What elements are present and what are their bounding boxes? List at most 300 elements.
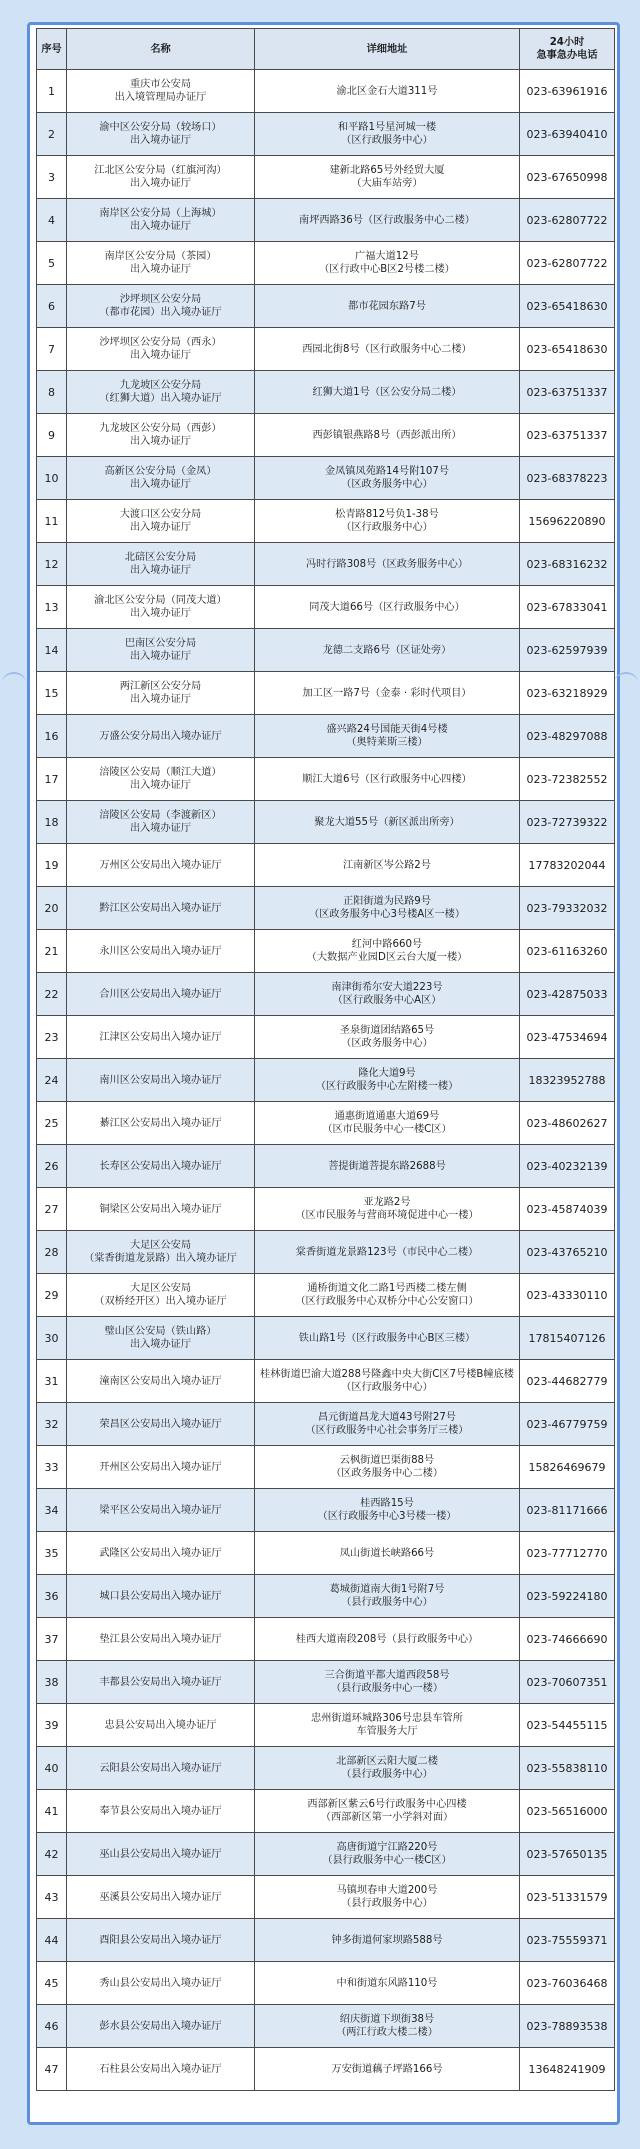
office-name-cell bbox=[67, 1661, 255, 1704]
row-number-cell: 25 bbox=[37, 1102, 67, 1145]
office-name-cell bbox=[67, 586, 255, 629]
table-row bbox=[37, 1231, 615, 1274]
office-name-cell bbox=[67, 1489, 255, 1532]
address-cell bbox=[255, 629, 520, 672]
office-name-line: 梁平区公安局出入境办证厅 bbox=[99, 1504, 222, 1516]
row-number-cell: 26 bbox=[37, 1145, 67, 1188]
office-name-cell bbox=[67, 285, 255, 328]
phone-cell: 15826469679 bbox=[520, 1446, 615, 1489]
address-line: 加工区一路7号（金泰 · 彩时代项目） bbox=[302, 687, 472, 699]
office-name-line: （红狮大道）出入境办证厅 bbox=[99, 393, 222, 404]
office-name-line: 垫江县公安局出入境办证厅 bbox=[99, 1633, 222, 1645]
address-line: 桂西大道南段208号（县行政服务中心） bbox=[295, 1633, 479, 1645]
address-line: 通桥街道文化二路1号西楼二楼左侧 bbox=[307, 1283, 467, 1294]
phone-cell: 023-54455115 bbox=[520, 1704, 615, 1747]
phone-cell: 023-70607351 bbox=[520, 1661, 615, 1704]
office-name-line: 出入境管理局办证厅 bbox=[114, 92, 207, 103]
row-number-cell: 9 bbox=[37, 414, 67, 457]
office-name-line: 重庆市公安局 bbox=[129, 79, 192, 90]
phone-cell: 023-44682779 bbox=[520, 1360, 615, 1403]
office-name-cell bbox=[67, 1188, 255, 1231]
address-cell bbox=[255, 1317, 520, 1360]
address-line: （区政务服务中心） bbox=[341, 479, 433, 490]
office-name-line: 出入境办证厅 bbox=[129, 780, 192, 791]
address-line: 隆化大道9号 bbox=[358, 1068, 416, 1079]
address-line: （区行政服务中心） bbox=[341, 135, 433, 146]
office-name-line: 出入境办证厅 bbox=[129, 350, 192, 361]
address-line: 西部新区紫云6号行政服务中心四楼 bbox=[307, 1799, 467, 1810]
office-name-line: 大足区公安局 bbox=[129, 1283, 192, 1294]
address-line: （县行政服务中心一楼） bbox=[330, 1683, 444, 1694]
office-name-line: 大足区公安局 bbox=[129, 1240, 192, 1251]
row-number-cell: 44 bbox=[37, 1919, 67, 1962]
address-line: 冯时行路308号（区政务服务中心） bbox=[305, 558, 469, 570]
office-name-line: 出入境办证厅 bbox=[129, 1339, 192, 1350]
office-name-line: 涪陵区公安局（李渡新区） bbox=[99, 810, 222, 821]
table-row bbox=[37, 1102, 615, 1145]
address-line: 聚龙大道55号（新区派出所旁） bbox=[314, 816, 460, 828]
office-name-cell bbox=[67, 1876, 255, 1919]
address-line: 同茂大道66号（区行政服务中心） bbox=[309, 601, 465, 613]
row-number-cell: 11 bbox=[37, 500, 67, 543]
row-number-cell: 28 bbox=[37, 1231, 67, 1274]
office-name-cell bbox=[67, 1833, 255, 1876]
address-line: 葛城街道南大街1号附7号 bbox=[329, 1584, 445, 1595]
table-row bbox=[37, 2048, 615, 2091]
row-number-cell: 40 bbox=[37, 1747, 67, 1790]
address-cell bbox=[255, 586, 520, 629]
office-name-cell bbox=[67, 1532, 255, 1575]
row-number-cell: 3 bbox=[37, 156, 67, 199]
phone-cell: 023-61163260 bbox=[520, 930, 615, 973]
office-name-line: 黔江区公安局出入境办证厅 bbox=[99, 902, 222, 914]
office-name-line: 合川区公安局出入境办证厅 bbox=[99, 988, 222, 1000]
phone-cell: 023-68378223 bbox=[520, 457, 615, 500]
address-cell bbox=[255, 844, 520, 887]
row-number-cell: 47 bbox=[37, 2048, 67, 2091]
address-cell bbox=[255, 543, 520, 586]
address-line: （区行政服务中心3号楼一楼） bbox=[317, 1511, 457, 1522]
address-line: 南坪西路36号（区行政服务中心二楼） bbox=[299, 214, 475, 226]
office-name-line: 渝中区公安分局（较场口） bbox=[99, 122, 222, 133]
address-line: （县行政服务中心） bbox=[341, 1597, 433, 1608]
phone-cell: 13648241909 bbox=[520, 2048, 615, 2091]
office-name-line: 铜梁区公安局出入境办证厅 bbox=[99, 1203, 222, 1215]
phone-cell: 023-76036468 bbox=[520, 1962, 615, 2005]
row-number-cell: 7 bbox=[37, 328, 67, 371]
row-number-cell: 29 bbox=[37, 1274, 67, 1317]
address-line: 凤山街道长峡路66号 bbox=[339, 1547, 435, 1559]
address-line: 红河中路660号 bbox=[351, 939, 423, 950]
office-name-line: 大渡口区公安分局 bbox=[119, 509, 202, 520]
address-cell bbox=[255, 801, 520, 844]
address-line: 菩提街道菩提东路2688号 bbox=[328, 1160, 446, 1172]
address-line: 盛兴路24号国能天街4号楼 bbox=[326, 724, 448, 735]
address-line: （区行政中心B区2号楼二楼） bbox=[319, 264, 455, 275]
address-line: （大庙车站旁） bbox=[351, 178, 423, 189]
row-number-cell: 33 bbox=[37, 1446, 67, 1489]
row-number-cell: 36 bbox=[37, 1575, 67, 1618]
address-cell bbox=[255, 2005, 520, 2048]
table-row bbox=[37, 844, 615, 887]
phone-cell: 023-79332032 bbox=[520, 887, 615, 930]
address-line: 棠香街道龙景路123号（市民中心二楼） bbox=[295, 1246, 479, 1258]
phone-cell: 023-47534694 bbox=[520, 1016, 615, 1059]
row-number-cell: 45 bbox=[37, 1962, 67, 2005]
office-name-cell bbox=[67, 371, 255, 414]
address-line: 龙德二支路6号（区证处旁） bbox=[322, 644, 452, 656]
address-line: 渝北区金石大道311号 bbox=[336, 85, 438, 97]
address-line: （县行政服务中心一楼C区） bbox=[322, 1855, 452, 1866]
table-row bbox=[37, 629, 615, 672]
address-line: 三合街道平都大道西段58号 bbox=[324, 1670, 450, 1681]
office-name-line: 出入境办证厅 bbox=[129, 135, 192, 146]
office-name-cell bbox=[67, 1145, 255, 1188]
office-name-line: 渝北区公安分局（同茂大道） bbox=[94, 595, 227, 606]
address-cell bbox=[255, 1618, 520, 1661]
address-line: 铁山路1号（区行政服务中心B区三楼） bbox=[298, 1332, 476, 1344]
office-name-cell bbox=[67, 543, 255, 586]
address-cell bbox=[255, 930, 520, 973]
right-wave-decoration bbox=[614, 672, 638, 694]
table-row bbox=[37, 1747, 615, 1790]
row-number-cell: 6 bbox=[37, 285, 67, 328]
office-name-line: 出入境办证厅 bbox=[129, 823, 192, 834]
address-line: 红狮大道1号（区公安分局二楼） bbox=[312, 386, 462, 398]
address-line: 昌元街道昌龙大道43号附27号 bbox=[318, 1412, 456, 1423]
table-row bbox=[37, 500, 615, 543]
row-number-cell: 14 bbox=[37, 629, 67, 672]
table-row bbox=[37, 1489, 615, 1532]
address-line: 西彭镇银燕路8号（西彭派出所） bbox=[312, 429, 462, 441]
row-number-cell: 37 bbox=[37, 1618, 67, 1661]
address-cell bbox=[255, 758, 520, 801]
row-number-cell: 27 bbox=[37, 1188, 67, 1231]
table-row bbox=[37, 414, 615, 457]
row-number-cell: 34 bbox=[37, 1489, 67, 1532]
office-name-cell bbox=[67, 414, 255, 457]
row-number-cell: 38 bbox=[37, 1661, 67, 1704]
office-name-line: 万盛公安分局出入境办证厅 bbox=[99, 730, 222, 742]
row-number-cell: 8 bbox=[37, 371, 67, 414]
address-line: 中和街道东风路110号 bbox=[336, 1977, 438, 1989]
address-cell bbox=[255, 1231, 520, 1274]
table-row bbox=[37, 1446, 615, 1489]
address-line: 北部新区云阳大厦二楼 bbox=[336, 1756, 438, 1767]
office-name-cell bbox=[67, 1360, 255, 1403]
office-name-cell bbox=[67, 887, 255, 930]
phone-cell: 023-74666690 bbox=[520, 1618, 615, 1661]
table-row bbox=[37, 1016, 615, 1059]
phone-cell: 17783202044 bbox=[520, 844, 615, 887]
phone-cell: 18323952788 bbox=[520, 1059, 615, 1102]
office-name-line: 石柱县公安局出入境办证厅 bbox=[99, 2063, 222, 2075]
address-line: （两江行政大楼二楼） bbox=[336, 2027, 438, 2038]
address-line: （区政务服务中心3号楼A区一楼） bbox=[308, 909, 466, 920]
address-line: （奥特莱斯三楼） bbox=[346, 737, 428, 748]
address-line: 松青路812号负1-38号 bbox=[335, 509, 439, 520]
phone-cell: 023-57650135 bbox=[520, 1833, 615, 1876]
table-row bbox=[37, 801, 615, 844]
table-row bbox=[37, 285, 615, 328]
table-row bbox=[37, 1661, 615, 1704]
office-name-line: 璧山区公安局（铁山路） bbox=[104, 1326, 217, 1337]
office-name-line: 綦江区公安局出入境办证厅 bbox=[99, 1117, 222, 1129]
address-line: （区行政服务中心社会事务厅三楼） bbox=[305, 1425, 469, 1436]
office-name-line: 酉阳县公安局出入境办证厅 bbox=[99, 1934, 222, 1946]
address-cell bbox=[255, 1360, 520, 1403]
address-cell bbox=[255, 414, 520, 457]
office-name-cell bbox=[67, 1274, 255, 1317]
address-line: （西部新区第一小学斜对面） bbox=[320, 1812, 454, 1823]
office-name-cell bbox=[67, 1317, 255, 1360]
table-row bbox=[37, 715, 615, 758]
table-row bbox=[37, 2005, 615, 2048]
row-number-cell: 18 bbox=[37, 801, 67, 844]
office-name-cell bbox=[67, 199, 255, 242]
phone-cell: 15696220890 bbox=[520, 500, 615, 543]
address-line: （区市民服务中心一楼C区） bbox=[322, 1124, 452, 1135]
row-number-cell: 46 bbox=[37, 2005, 67, 2048]
address-cell bbox=[255, 1704, 520, 1747]
address-cell bbox=[255, 1661, 520, 1704]
table-row bbox=[37, 1962, 615, 2005]
office-name-cell bbox=[67, 1403, 255, 1446]
address-cell bbox=[255, 1919, 520, 1962]
address-cell bbox=[255, 1489, 520, 1532]
address-cell bbox=[255, 70, 520, 113]
row-number-cell: 10 bbox=[37, 457, 67, 500]
address-cell bbox=[255, 113, 520, 156]
row-number-cell: 30 bbox=[37, 1317, 67, 1360]
office-name-cell bbox=[67, 758, 255, 801]
office-name-line: 出入境办证厅 bbox=[129, 264, 192, 275]
office-table bbox=[36, 28, 615, 2091]
phone-cell: 023-67650998 bbox=[520, 156, 615, 199]
phone-cell: 023-62807722 bbox=[520, 199, 615, 242]
address-line: 和平路1号星河城一楼 bbox=[337, 122, 437, 133]
office-name-cell bbox=[67, 801, 255, 844]
address-cell bbox=[255, 672, 520, 715]
office-name-line: 武隆区公安局出入境办证厅 bbox=[99, 1547, 222, 1559]
address-cell bbox=[255, 973, 520, 1016]
row-number-cell: 42 bbox=[37, 1833, 67, 1876]
office-name-cell bbox=[67, 844, 255, 887]
office-name-line: 巫山县公安局出入境办证厅 bbox=[99, 1848, 222, 1860]
office-name-cell bbox=[67, 1962, 255, 2005]
table-row bbox=[37, 1833, 615, 1876]
row-number-cell: 4 bbox=[37, 199, 67, 242]
phone-cell: 023-48602627 bbox=[520, 1102, 615, 1145]
address-line: 亚龙路2号 bbox=[363, 1197, 411, 1208]
address-cell bbox=[255, 1962, 520, 2005]
address-cell bbox=[255, 1747, 520, 1790]
address-line: （县行政服务中心） bbox=[341, 1898, 433, 1909]
address-line: 金凤镇凤苑路14号附107号 bbox=[324, 466, 450, 477]
address-cell bbox=[255, 1532, 520, 1575]
address-line: 西园北街8号（区行政服务中心二楼） bbox=[302, 343, 472, 355]
table-row bbox=[37, 973, 615, 1016]
table-row bbox=[37, 543, 615, 586]
address-line: 都市花园东路7号 bbox=[348, 300, 426, 312]
table-row bbox=[37, 1704, 615, 1747]
row-number-cell: 15 bbox=[37, 672, 67, 715]
phone-cell: 023-48297088 bbox=[520, 715, 615, 758]
row-number-cell: 31 bbox=[37, 1360, 67, 1403]
table-row bbox=[37, 371, 615, 414]
left-wave-decoration bbox=[2, 672, 26, 694]
office-name-cell bbox=[67, 457, 255, 500]
office-name-cell bbox=[67, 2048, 255, 2091]
table-row bbox=[37, 1188, 615, 1231]
address-line: 钟多街道何家坝路588号 bbox=[331, 1934, 443, 1946]
address-cell bbox=[255, 1446, 520, 1489]
table-row bbox=[37, 758, 615, 801]
office-name-line: 南川区公安局出入境办证厅 bbox=[99, 1074, 222, 1086]
address-line: （县行政服务中心） bbox=[341, 1769, 433, 1780]
row-number-cell: 39 bbox=[37, 1704, 67, 1747]
office-name-cell bbox=[67, 500, 255, 543]
office-name-line: 出入境办证厅 bbox=[129, 479, 192, 490]
address-line: （区政务服务中心二楼） bbox=[330, 1468, 444, 1479]
address-cell bbox=[255, 285, 520, 328]
office-name-line: 沙坪坝区公安分局（西永） bbox=[99, 337, 222, 348]
address-cell bbox=[255, 2048, 520, 2091]
phone-cell: 023-46779759 bbox=[520, 1403, 615, 1446]
office-name-line: 潼南区公安局出入境办证厅 bbox=[99, 1375, 222, 1387]
office-name-cell bbox=[67, 1575, 255, 1618]
address-cell bbox=[255, 1403, 520, 1446]
phone-cell: 023-63751337 bbox=[520, 414, 615, 457]
row-number-cell: 21 bbox=[37, 930, 67, 973]
office-name-line: 奉节县公安局出入境办证厅 bbox=[99, 1805, 222, 1817]
address-cell bbox=[255, 1102, 520, 1145]
table-row bbox=[37, 1575, 615, 1618]
address-line: 圣泉街道团结路65号 bbox=[339, 1025, 435, 1036]
phone-cell: 023-51331579 bbox=[520, 1876, 615, 1919]
address-cell bbox=[255, 500, 520, 543]
row-number-cell: 43 bbox=[37, 1876, 67, 1919]
header-no: 序号 bbox=[37, 29, 67, 70]
row-number-cell: 1 bbox=[37, 70, 67, 113]
office-name-line: （双桥经开区）出入境办证厅 bbox=[94, 1296, 227, 1307]
phone-cell: 023-68316232 bbox=[520, 543, 615, 586]
office-name-line: 彭水县公安局出入境办证厅 bbox=[99, 2020, 222, 2032]
address-cell bbox=[255, 156, 520, 199]
phone-cell: 023-43330110 bbox=[520, 1274, 615, 1317]
address-cell bbox=[255, 1575, 520, 1618]
table-row bbox=[37, 70, 615, 113]
office-name-line: 江北区公安分局（红旗河沟） bbox=[94, 165, 227, 176]
table-row bbox=[37, 328, 615, 371]
table-row bbox=[37, 113, 615, 156]
address-line: 忠州街道环城路306号忠县车管所 bbox=[311, 1713, 463, 1724]
office-name-cell bbox=[67, 629, 255, 672]
phone-cell: 023-65418630 bbox=[520, 285, 615, 328]
table-row bbox=[37, 156, 615, 199]
header-phone bbox=[520, 29, 615, 70]
header-phone-line2: 急事急办电话 bbox=[536, 50, 598, 61]
address-cell bbox=[255, 242, 520, 285]
office-name-line: 巫溪县公安局出入境办证厅 bbox=[99, 1891, 222, 1903]
office-name-line: 云阳县公安局出入境办证厅 bbox=[99, 1762, 222, 1774]
table-row bbox=[37, 887, 615, 930]
phone-cell: 023-81171666 bbox=[520, 1489, 615, 1532]
phone-cell: 023-63940410 bbox=[520, 113, 615, 156]
address-cell bbox=[255, 887, 520, 930]
address-cell bbox=[255, 457, 520, 500]
office-name-line: 南岸区公安分局（上海城） bbox=[99, 208, 222, 219]
address-cell bbox=[255, 371, 520, 414]
row-number-cell: 16 bbox=[37, 715, 67, 758]
address-line: （区行政服务中心A区） bbox=[332, 995, 442, 1006]
office-name-cell bbox=[67, 1618, 255, 1661]
address-cell bbox=[255, 1016, 520, 1059]
row-number-cell: 19 bbox=[37, 844, 67, 887]
office-name-line: 巴南区公安分局 bbox=[124, 638, 197, 649]
table-row bbox=[37, 1618, 615, 1661]
header-name: 名称 bbox=[67, 29, 255, 70]
office-name-cell bbox=[67, 156, 255, 199]
phone-cell: 023-77712770 bbox=[520, 1532, 615, 1575]
phone-cell: 023-67833041 bbox=[520, 586, 615, 629]
address-line: 桂西路15号 bbox=[360, 1498, 414, 1509]
office-name-line: 秀山县公安局出入境办证厅 bbox=[99, 1977, 222, 1989]
office-name-line: 两江新区公安分局 bbox=[119, 681, 202, 692]
row-number-cell: 17 bbox=[37, 758, 67, 801]
address-cell bbox=[255, 199, 520, 242]
row-number-cell: 41 bbox=[37, 1790, 67, 1833]
address-line: 南津街希尔安大道223号 bbox=[331, 982, 443, 993]
office-name-line: 南岸区公安分局（茶园） bbox=[104, 251, 217, 262]
phone-cell: 023-56516000 bbox=[520, 1790, 615, 1833]
address-line: 绍庆街道下坝街38号 bbox=[339, 2014, 435, 2025]
office-name-cell bbox=[67, 1016, 255, 1059]
office-name-line: 万州区公安局出入境办证厅 bbox=[99, 859, 222, 871]
row-number-cell: 35 bbox=[37, 1532, 67, 1575]
phone-cell: 023-62597939 bbox=[520, 629, 615, 672]
office-name-line: 高新区公安分局（金凤） bbox=[104, 466, 217, 477]
office-name-line: 沙坪坝区公安分局 bbox=[119, 294, 202, 305]
office-name-line: 开州区公安局出入境办证厅 bbox=[99, 1461, 222, 1473]
row-number-cell: 32 bbox=[37, 1403, 67, 1446]
address-cell bbox=[255, 1274, 520, 1317]
table-row bbox=[37, 1059, 615, 1102]
header-address: 详细地址 bbox=[255, 29, 520, 70]
office-name-cell bbox=[67, 672, 255, 715]
address-line: 建新北路65号外经贸大厦 bbox=[329, 165, 445, 176]
office-name-line: 荣昌区公安局出入境办证厅 bbox=[99, 1418, 222, 1430]
address-line: （区政务服务中心） bbox=[341, 1038, 433, 1049]
address-line: 万安街道藕子坪路166号 bbox=[331, 2063, 443, 2075]
office-name-line: 出入境办证厅 bbox=[129, 522, 192, 533]
phone-cell: 023-75559371 bbox=[520, 1919, 615, 1962]
phone-cell: 023-45874039 bbox=[520, 1188, 615, 1231]
phone-cell: 023-63218929 bbox=[520, 672, 615, 715]
office-name-cell bbox=[67, 328, 255, 371]
table-row bbox=[37, 586, 615, 629]
address-line: （区行政服务中心） bbox=[341, 1382, 433, 1393]
header-phone-line1: 24小时 bbox=[549, 37, 585, 48]
address-line: （大数据产业园D区云台大厦一楼） bbox=[306, 952, 468, 963]
address-cell bbox=[255, 328, 520, 371]
phone-cell: 023-62807722 bbox=[520, 242, 615, 285]
table-row bbox=[37, 242, 615, 285]
office-name-cell bbox=[67, 1446, 255, 1489]
row-number-cell: 23 bbox=[37, 1016, 67, 1059]
table-header-row bbox=[37, 29, 615, 70]
address-cell bbox=[255, 1790, 520, 1833]
